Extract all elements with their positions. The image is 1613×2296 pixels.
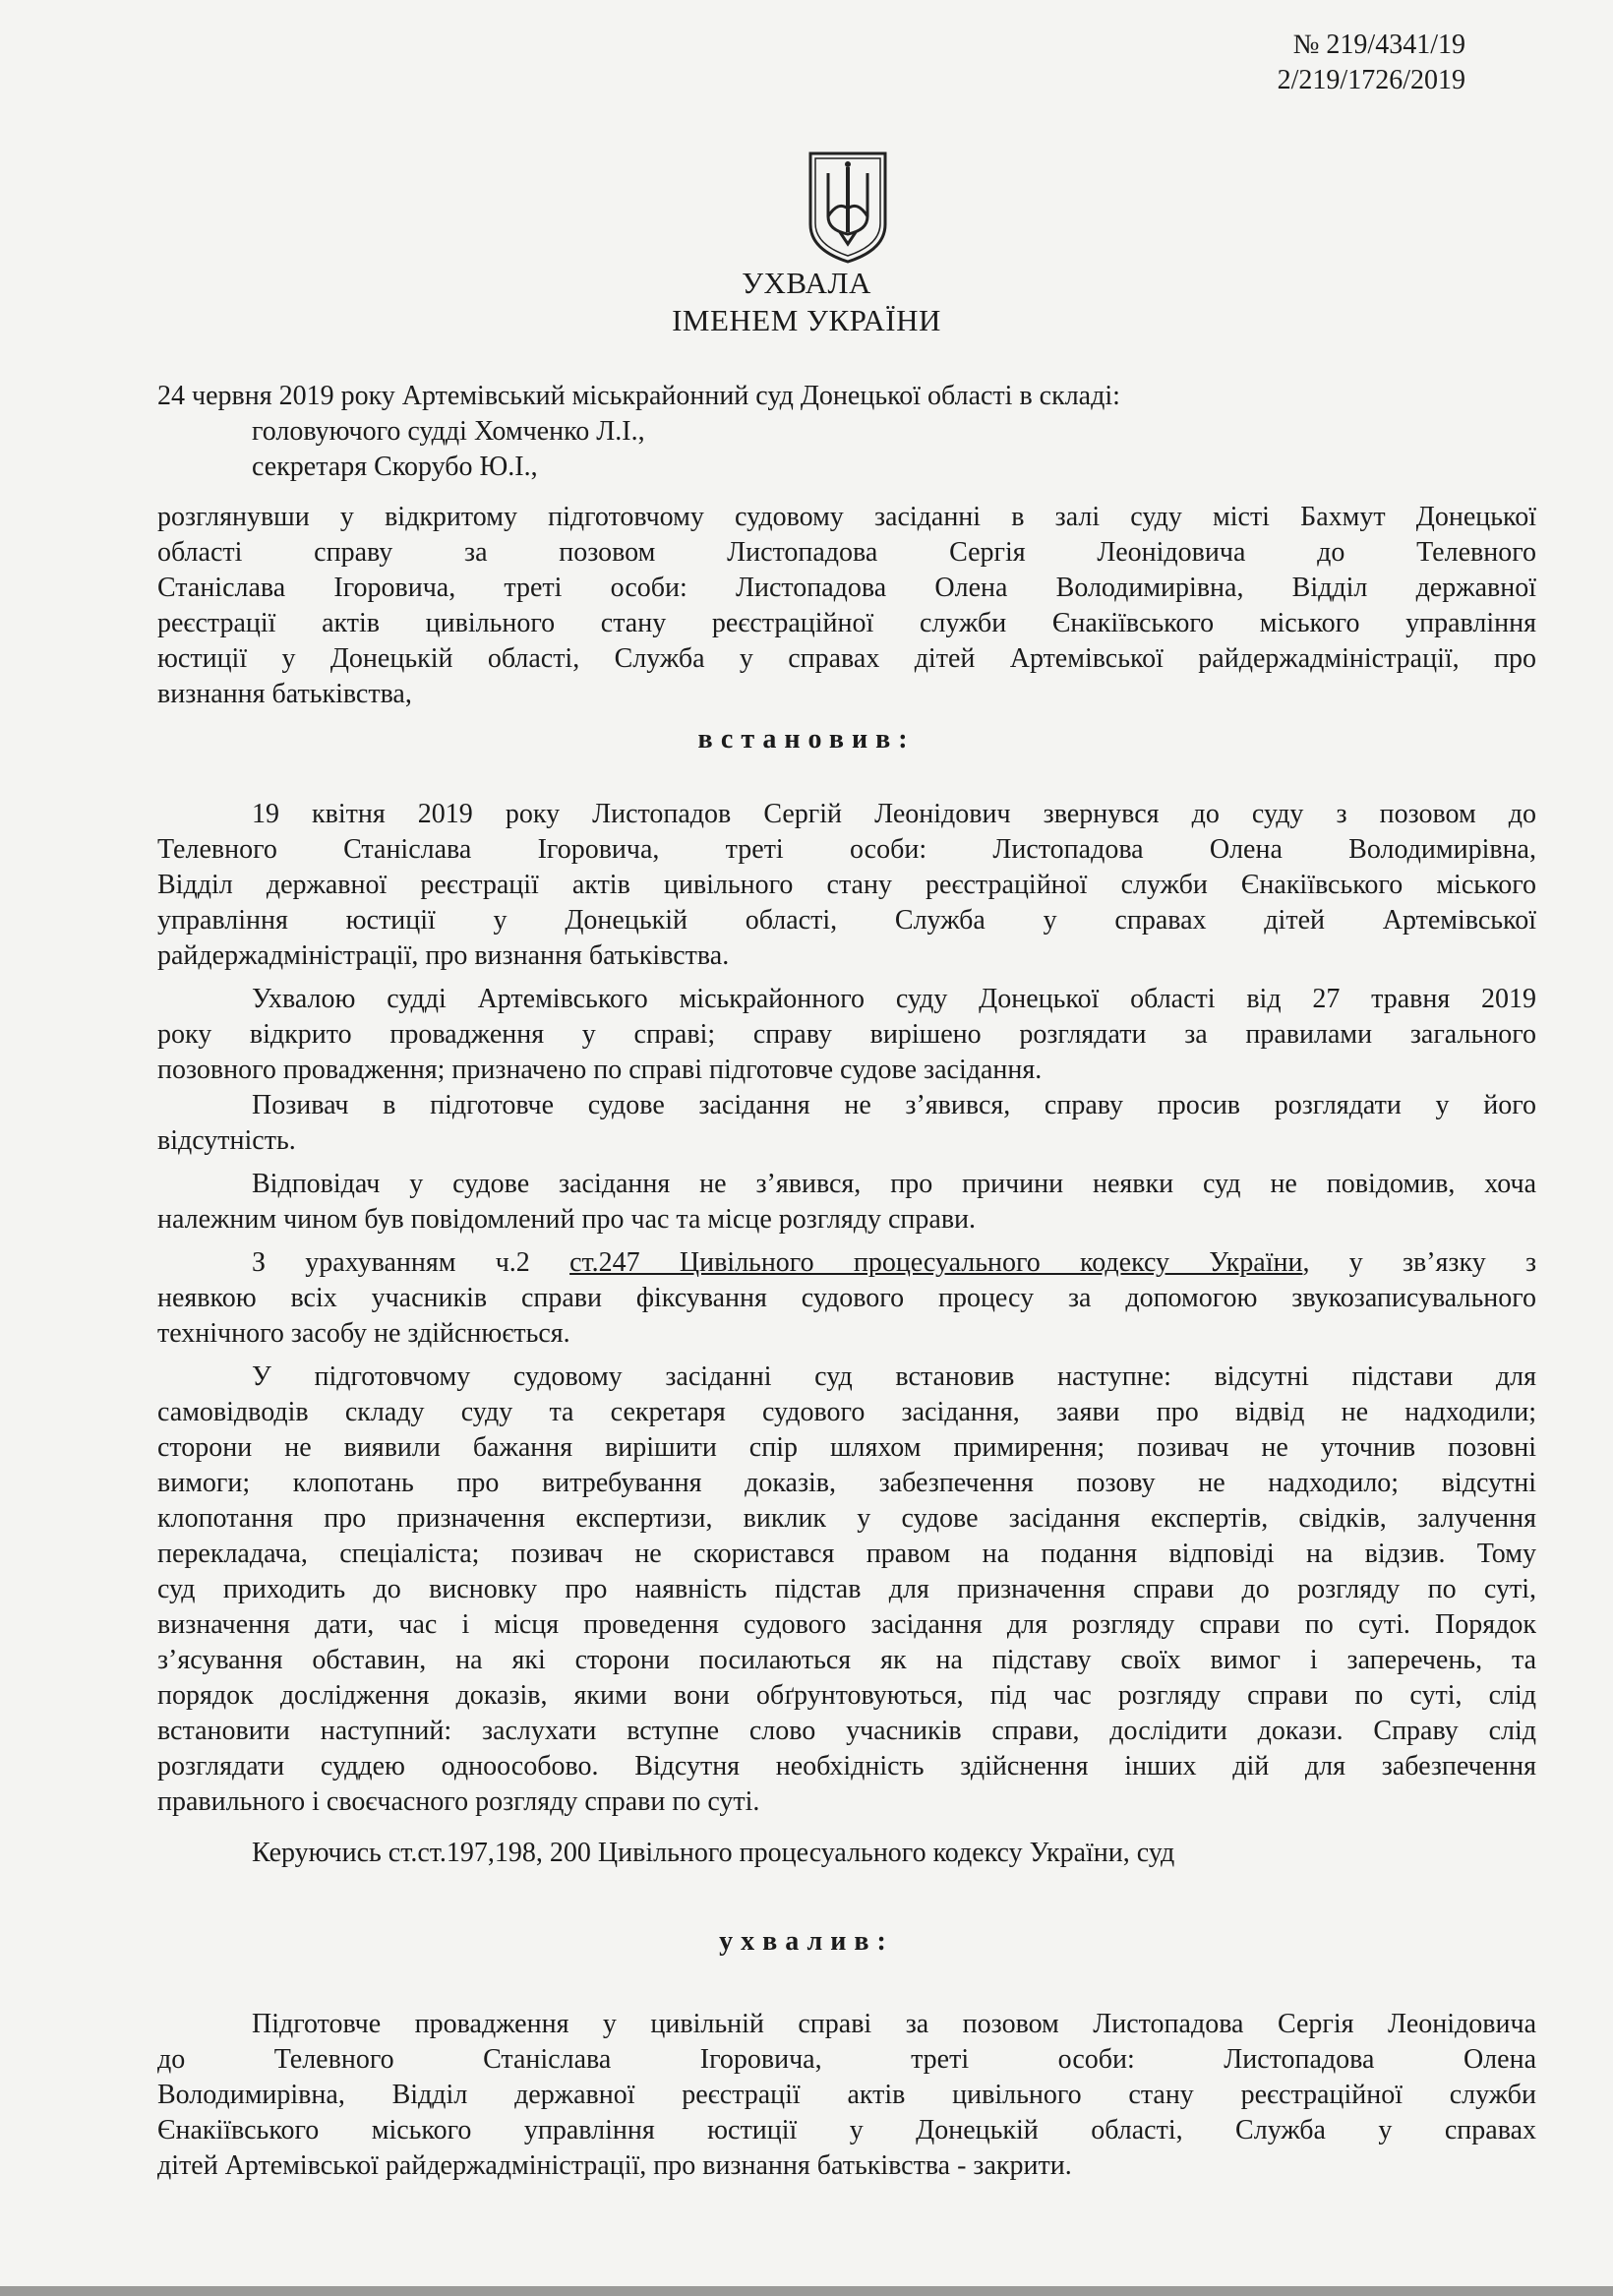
considered-line: визнання батьківства, [157,679,412,709]
established-line: самовідводів складу суду та секретаря судового засідання, заяви про відвід не надходили; [157,1397,1536,1427]
scan-border [0,2286,1613,2296]
law-reference-link[interactable]: ст.247 Цивільного процесуального кодексу України [569,1247,1303,1278]
ruled-line: Володимирівна, Відділ державної реєстрації актів цивільного стану реєстраційної служби [157,2080,1536,2110]
established-line: Ухвалою судді Артемівського міськрайонного суду Донецької області від 27 травня 2019 [252,984,1536,1014]
established-line: розглядати суддею одноособово. Відсутня необхідність здійснення інших дій для забезпечення [157,1751,1536,1782]
case-number: № 219/4341/19 [1292,30,1465,60]
ruled-line: дітей Артемівської райдержадміністрації, про визнання батьківства - закрити. [157,2150,1072,2181]
established-line: сторони не виявили бажання вирішити спір шляхом примирення; позивач не уточнив позовні [157,1432,1536,1463]
established-line: відсутність. [157,1125,296,1156]
established-line: райдержадміністрації, про визнання батьківства. [157,940,730,971]
established-line: клопотання про призначення експертизи, виклик у судове засідання експертів, свідків, залучення [157,1503,1536,1534]
considered-line: юстиції у Донецькій області, Служба у справах дітей Артемівської райдержадміністрації, про [157,643,1536,674]
established-line: 19 квітня 2019 року Листопадов Сергій Леонідович звернувся до суду з позовом до [252,799,1536,829]
established-line: У підготовчому судовому засіданні суд встановив наступне: відсутні підстави для [252,1361,1536,1392]
established-line: позовного провадження; призначено по справі підготовче судове засідання. [157,1055,1043,1085]
law-reference-prefix: З урахуванням ч.2 [252,1247,570,1278]
considered-line: розглянувши у відкритому підготовчому судовому засіданні в залі суду місті Бахмут Донецької [157,502,1536,532]
established-line: управління юстиції у Донецькій області, Служба у справах дітей Артемівської [157,905,1536,936]
presiding-judge: головуючого судді Хомченко Л.І., [252,416,645,447]
established-line: Відповідач у судове засідання не з’явився, про причини неявки суд не повідомив, хоча [252,1169,1536,1199]
guided-by-line: Керуючись ст.ст.197,198, 200 Цивільного процесуального кодексу України, суд [252,1838,1175,1868]
established-line: належним чином був повідомлений про час та місце розгляду справи. [157,1204,977,1235]
ruled-line: до Телевного Станіслава Ігоровича, треті особи: Листопадова Олена [157,2044,1536,2075]
trident-coat-of-arms-icon [805,148,891,266]
established-line: Телевного Станіслава Ігоровича, треті особи: Листопадова Олена Володимирівна, [157,834,1536,865]
established-line: Відділ державної реєстрації актів цивільного стану реєстраційної служби Єнакіївського міського [157,870,1536,900]
established-line: суд приходить до висновку про наявність підстав для призначення справи до розгляду по суті, [157,1574,1536,1604]
case-numbers [1278,28,1465,98]
considered-line: Станіслава Ігоровича, треті особи: Листопадова Олена Володимирівна, Відділ державної [157,573,1536,603]
established-line: встановити наступний: заслухати вступне слово учасників справи, дослідити докази. Справу слід [157,1716,1536,1746]
established-line [252,1245,1536,1281]
law-reference-suffix: , у зв’язку з [1302,1247,1537,1278]
established-line: неявкою всіх учасників справи фіксування судового процесу за допомогою звукозаписувального [157,1283,1536,1313]
ruled-heading: ухвалив: [719,1926,894,1957]
proceeding-number: 2/219/1726/2019 [1277,65,1465,95]
established-line: року відкрито провадження у справі; справу вирішено розглядати за правилами загального [157,1019,1536,1050]
considered-line: реєстрації актів цивільного стану реєстраційної служби Єнакіївського міського управління [157,608,1536,638]
established-line: Позивач в підготовче судове засідання не з’явився, справу просив розглядати у його [252,1090,1536,1120]
established-line: перекладача, спеціаліста; позивач не скористався правом на подання відповіді на відзив. Тому [157,1539,1536,1569]
ruled-line: Єнакіївського міського управління юстиції у Донецькій області, Служба у справах [157,2115,1536,2145]
established-line: порядок дослідження доказів, якими вони обґрунтовуються, під час розгляду справи по суті, слід [157,1680,1536,1711]
established-line: визначення дати, час і місця проведення судового засідання для розгляду справи по суті. Порядок [157,1609,1536,1640]
established-line: технічного засобу не здійснюється. [157,1318,570,1349]
established-line: з’ясування обставин, на які сторони посилаються як на підставу своїх вимог і заперечень, та [157,1645,1536,1675]
intro-line: 24 червня 2019 року Артемівський міськрайонний суд Донецької області в складі: [157,381,1120,411]
document-title: УХВАЛА [742,266,871,300]
ruled-line: Підготовче провадження у цивільній справі за позовом Листопадова Сергія Леонідовича [252,2009,1536,2039]
established-line: правильного і своєчасного розгляду справи по суті. [157,1786,760,1817]
document-subtitle: ІМЕНЕМ УКРАЇНИ [672,303,941,337]
considered-line: області справу за позовом Листопадова Сергія Леонідовича до Телевного [157,537,1536,568]
established-heading: встановив: [697,724,916,755]
established-line: вимоги; клопотань про витребування доказів, забезпечення позову не надходило; відсутні [157,1468,1536,1498]
court-secretary: секретаря Скорубо Ю.І., [252,452,538,482]
